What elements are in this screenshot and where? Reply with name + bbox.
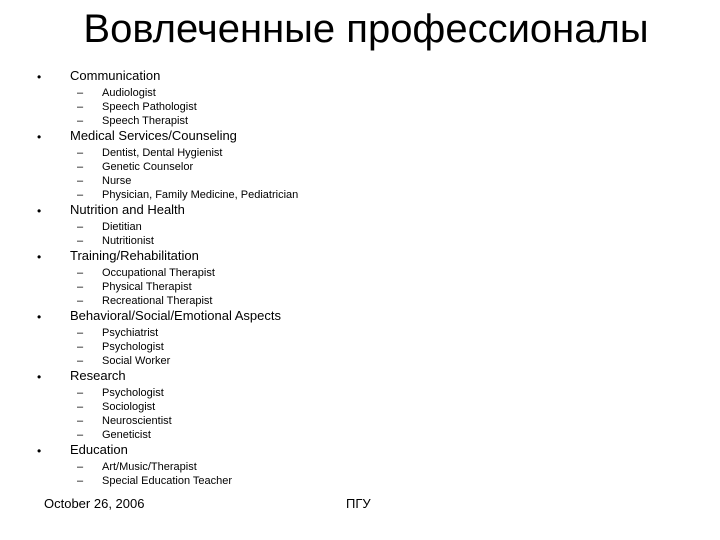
sub-item: Sociologist bbox=[102, 401, 156, 413]
sub-item: Occupational Therapist bbox=[102, 267, 215, 279]
slide-title: Вовлеченные профессионалы bbox=[83, 7, 649, 51]
sub-item-dash: – bbox=[77, 295, 84, 307]
sub-item: Speech Pathologist bbox=[102, 101, 197, 113]
sub-item: Special Education Teacher bbox=[102, 475, 233, 487]
footer-org: ПГУ bbox=[346, 496, 371, 511]
section-heading: Training/Rehabilitation bbox=[70, 248, 199, 263]
sub-item: Nutritionist bbox=[102, 235, 154, 247]
sub-item: Psychologist bbox=[102, 341, 164, 353]
sub-item: Speech Therapist bbox=[102, 115, 189, 127]
sub-item-dash: – bbox=[77, 147, 84, 159]
bullet-marker: • bbox=[37, 310, 42, 324]
bullet-marker: • bbox=[37, 70, 42, 84]
sub-item-dash: – bbox=[77, 101, 84, 113]
bullet-marker: • bbox=[37, 204, 42, 218]
sub-item: Nurse bbox=[102, 175, 132, 187]
section-heading: Research bbox=[70, 368, 126, 383]
sub-item: Genetic Counselor bbox=[102, 161, 194, 173]
sub-item: Art/Music/Therapist bbox=[102, 461, 197, 473]
sub-item-dash: – bbox=[77, 235, 84, 247]
sub-item-dash: – bbox=[77, 189, 84, 201]
section-heading: Nutrition and Health bbox=[70, 202, 185, 217]
bullet-marker: • bbox=[37, 130, 42, 144]
sub-item: Dietitian bbox=[102, 221, 142, 233]
sub-item: Physician, Family Medicine, Pediatrician bbox=[102, 189, 299, 201]
section-heading: Behavioral/Social/Emotional Aspects bbox=[70, 308, 282, 323]
sub-item-dash: – bbox=[77, 429, 84, 441]
sub-item: Social Worker bbox=[102, 355, 171, 367]
sub-item-dash: – bbox=[77, 281, 84, 293]
sub-item: Neuroscientist bbox=[102, 415, 172, 427]
section-heading: Medical Services/Counseling bbox=[70, 128, 237, 143]
bullet-marker: • bbox=[37, 444, 42, 458]
sub-item: Dentist, Dental Hygienist bbox=[102, 147, 223, 159]
bullet-marker: • bbox=[37, 250, 42, 264]
sub-item: Geneticist bbox=[102, 429, 151, 441]
sub-item: Psychologist bbox=[102, 387, 164, 399]
sub-item-dash: – bbox=[77, 355, 84, 367]
footer-date: October 26, 2006 bbox=[44, 496, 145, 511]
sub-item-dash: – bbox=[77, 415, 84, 427]
sub-item-dash: – bbox=[77, 475, 84, 487]
sub-item: Recreational Therapist bbox=[102, 295, 213, 307]
sub-item: Psychiatrist bbox=[102, 327, 159, 339]
sub-item-dash: – bbox=[77, 387, 84, 399]
section-heading: Communication bbox=[70, 68, 161, 83]
sub-item-dash: – bbox=[77, 115, 84, 127]
sub-item: Physical Therapist bbox=[102, 281, 192, 293]
sub-item-dash: – bbox=[77, 267, 84, 279]
sub-item-dash: – bbox=[77, 161, 84, 173]
bullet-marker: • bbox=[37, 370, 42, 384]
sub-item-dash: – bbox=[77, 327, 84, 339]
sub-item: Audiologist bbox=[102, 87, 156, 99]
sub-item-dash: – bbox=[77, 221, 84, 233]
sub-item-dash: – bbox=[77, 341, 84, 353]
section-heading: Education bbox=[70, 442, 128, 457]
sub-item-dash: – bbox=[77, 87, 84, 99]
sub-item-dash: – bbox=[77, 401, 84, 413]
sub-item-dash: – bbox=[77, 175, 84, 187]
sub-item-dash: – bbox=[77, 461, 84, 473]
